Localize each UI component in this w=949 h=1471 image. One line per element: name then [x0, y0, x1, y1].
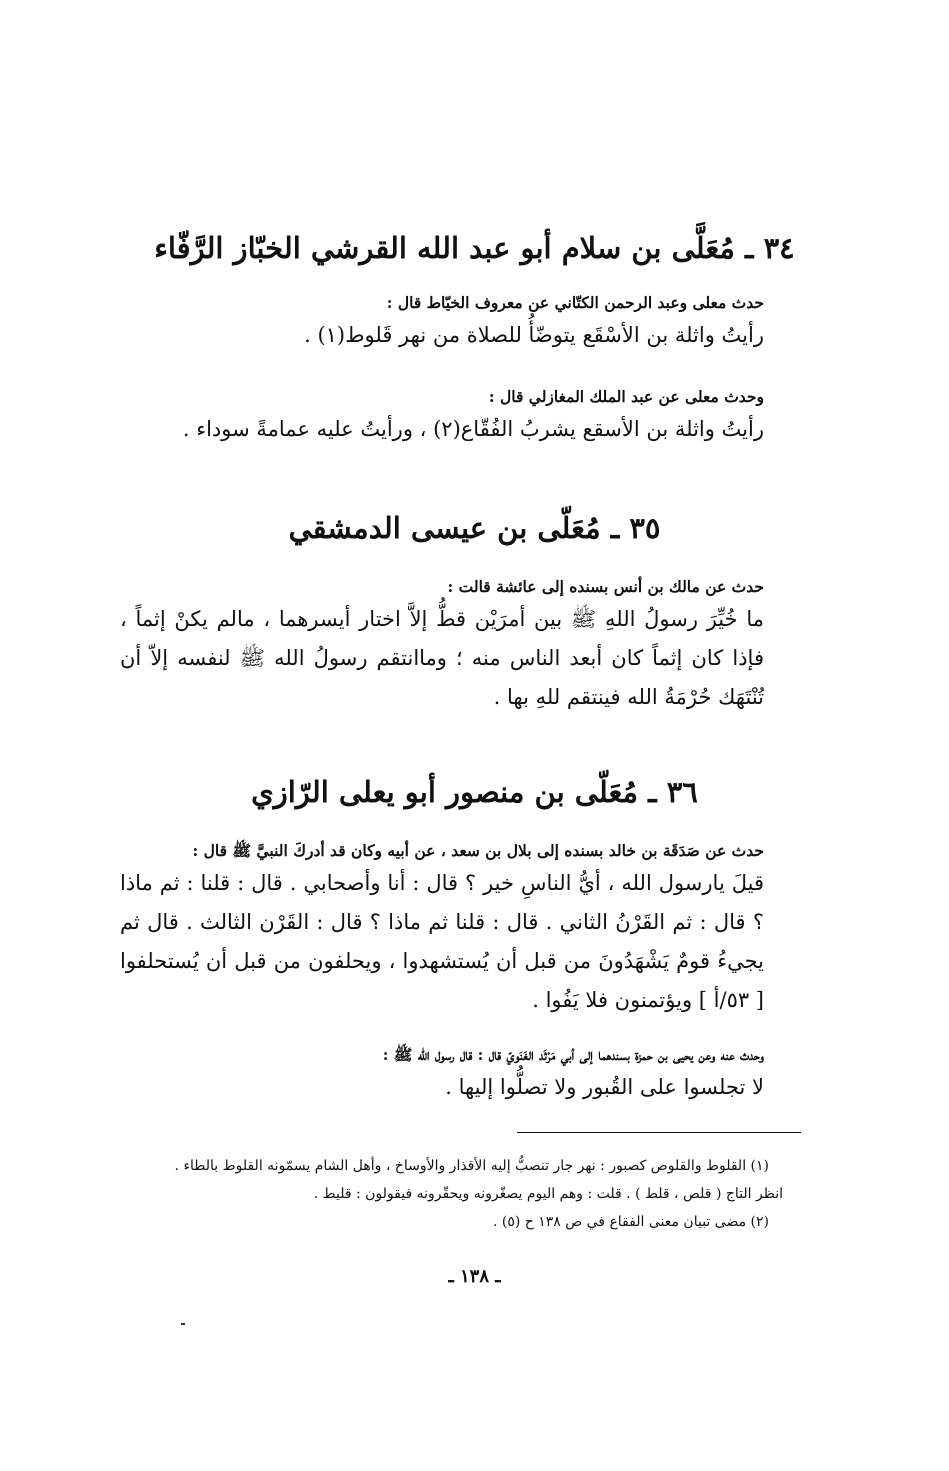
- footnote-2: (٢) مضى تبيان معنى الفقاع في ص ١٣٨ ح (٥) .: [492, 1214, 769, 1230]
- narration-36-1: [120, 838, 764, 1020]
- matn: قيلَ يارسول الله ، أيُّ الناسِ خير ؟ قال : أنا وأصحابي . قال : قلنا : ثم ماذا ؟ قال : ثم القَرْنُ الثاني . قال : قلنا ثم ماذا ؟ قال : القَرْن الثالث . قال ثم يجيءُ قومٌ يَشْهَدُونَ من قبل أن يُستشهدوا ، ويحلفون من قبل أن يُستحلفوا [ ٥٣/أ ] ويؤتمنون فلا يَفُوا .: [120, 871, 764, 1012]
- isnad: وحدث معلى عن عبد الملك المغازلي قال :: [488, 387, 764, 406]
- footnote-1: (١) القلوط والقلوص كصبور : نهر جار تنصبُّ إليه الأقذار والأوساخ ، وأهل الشام يسمّونه القلوط بالطاء .: [174, 1158, 769, 1174]
- footnotes: [124, 1152, 783, 1236]
- narration-34-2: [120, 384, 764, 449]
- narration-35-1: [120, 574, 764, 717]
- section-heading-34: ٣٤ ـ مُعَلَّى بن سلام أبو عبد الله القرشي الخبّاز الرَّفّاء: [154, 231, 795, 265]
- isnad: حدث معلى وعبد الرحمن الكتّاني عن معروف الخيّاط قال :: [386, 293, 764, 312]
- isnad: حدث عن مالك بن أنس بسنده إلى عائشة قالت :: [447, 577, 764, 596]
- matn: رأيتُ واثلة بن الأسْقَع يتوضّأُ للصلاة من نهر قَلوط(١) .: [304, 323, 764, 347]
- footnote-1-continuation: انظر التاج ( قلص ، قلط ) . قلت : وهم اليوم يصغّرونه ويحقّرونه فيقولون : قليط .: [313, 1186, 783, 1202]
- narration-34-1: [120, 290, 764, 355]
- section-heading-36: ٣٦ ـ مُعَلّى بن منصور أبو يعلى الرّازي: [251, 775, 698, 809]
- matn: لا تجلسوا على القُبور ولا تصلُّوا إليها .: [445, 1075, 764, 1099]
- isnad: حدث عن صَدَقَة بن خالد بسنده إلى بلال بن سعد ، عن أبيه وكان قد أدركَ النبيَّ ﷺ قال :: [192, 841, 764, 860]
- isnad: وحدث عنه وعن يحيى بن حمزة بسندهما إلى أبي مَرْثَد الغَنَويّ قال : قال رسول الله ﷺ :: [382, 1045, 764, 1064]
- narration-36-2: [120, 1042, 764, 1107]
- section-heading-35: ٣٥ ـ مُعَلّى بن عيسى الدمشقي: [288, 511, 661, 545]
- footnote-divider: [517, 1132, 801, 1133]
- matn: ما خُيِّرَ رسولُ اللهِ ﷺ بين أمرَيْن قطُّ إلاَّ اختار أيسرهما ، مالم يكنْ إثماً ، فإذا كان إثماً كان أبعد الناس منه ؛ وماانتقم رسولُ الله ﷺ لنفسه إلاّ أن تُنْتَهَك حُرْمَةُ الله فينتقم للهِ بها .: [120, 607, 764, 709]
- page-number: ـ ١٣٨ ـ: [448, 1266, 501, 1287]
- matn: رأيتُ واثلة بن الأسقع يشربُ الفُقّاع(٢) ، ورأيتُ عليه عمامةً سوداء .: [182, 417, 764, 441]
- scan-speck: [181, 1323, 185, 1325]
